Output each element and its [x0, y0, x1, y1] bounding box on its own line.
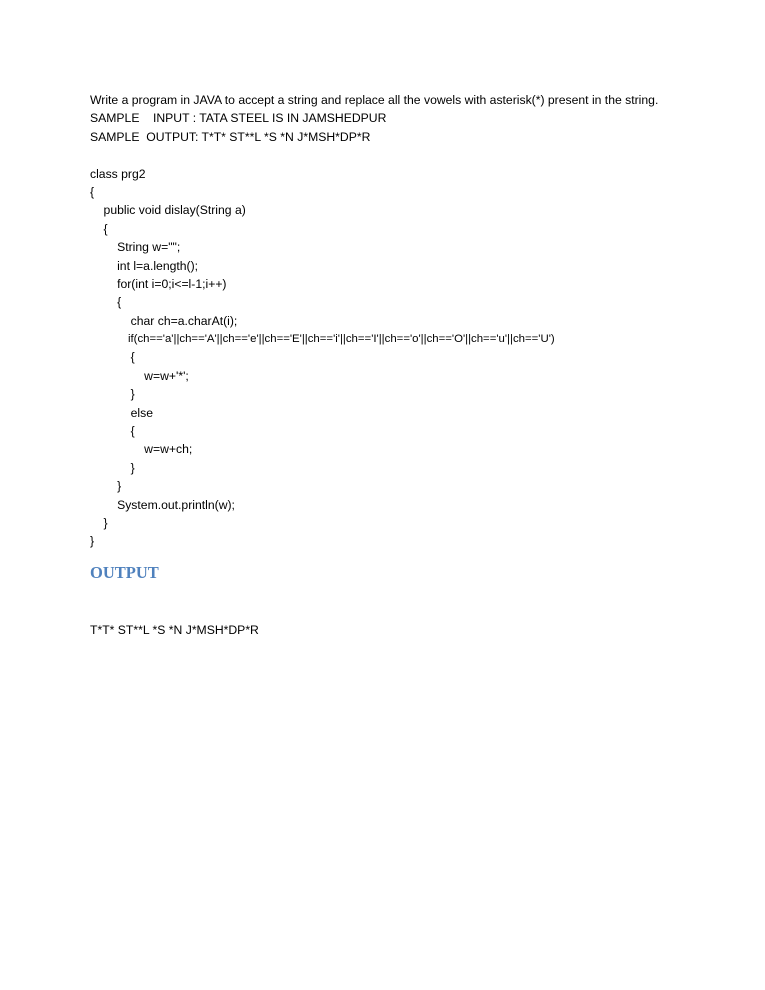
code-line: }	[90, 479, 122, 494]
code-line: {	[90, 350, 135, 365]
code-line: public void dislay(String a)	[90, 203, 246, 218]
sample-output: SAMPLE OUTPUT: T*T* ST**L *S *N J*MSH*DP*R	[90, 129, 371, 144]
code-line: String w="";	[90, 240, 181, 255]
spacer	[90, 146, 675, 164]
code-line: {	[90, 295, 122, 310]
sample-input: SAMPLE INPUT : TATA STEEL IS IN JAMSHEDPUR	[90, 111, 387, 126]
code-line: {	[90, 221, 108, 236]
code-line: else	[90, 405, 153, 420]
code-line: w=w+'*';	[90, 368, 189, 383]
code-line: }	[90, 387, 135, 402]
code-line: System.out.println(w);	[90, 497, 235, 512]
document-content	[90, 91, 675, 639]
code-line: {	[90, 184, 95, 199]
code-line: w=w+ch;	[90, 442, 193, 457]
output-heading: OUTPUT	[90, 562, 159, 582]
code-line: {	[90, 424, 135, 439]
code-line: }	[90, 460, 135, 475]
code-line: }	[90, 534, 95, 549]
code-line: for(int i=0;i<=l-1;i++)	[90, 276, 227, 291]
code-block	[90, 165, 675, 551]
code-line: class prg2	[90, 166, 146, 181]
code-line: if(ch=='a'||ch=='A'||ch=='e'||ch=='E'||ch=='i'||ch=='I'||ch=='o'||ch=='O'||ch=='u'||ch=='U')	[90, 333, 555, 346]
question-text: Write a program in JAVA to accept a string and replace all the vowels with asterisk(*) present in the string.	[90, 93, 659, 107]
code-line: }	[90, 516, 108, 530]
output-result: T*T* ST**L *S *N J*MSH*DP*R	[90, 622, 259, 637]
code-line: int l=a.length();	[90, 258, 199, 273]
code-line: char ch=a.charAt(i);	[90, 313, 238, 328]
